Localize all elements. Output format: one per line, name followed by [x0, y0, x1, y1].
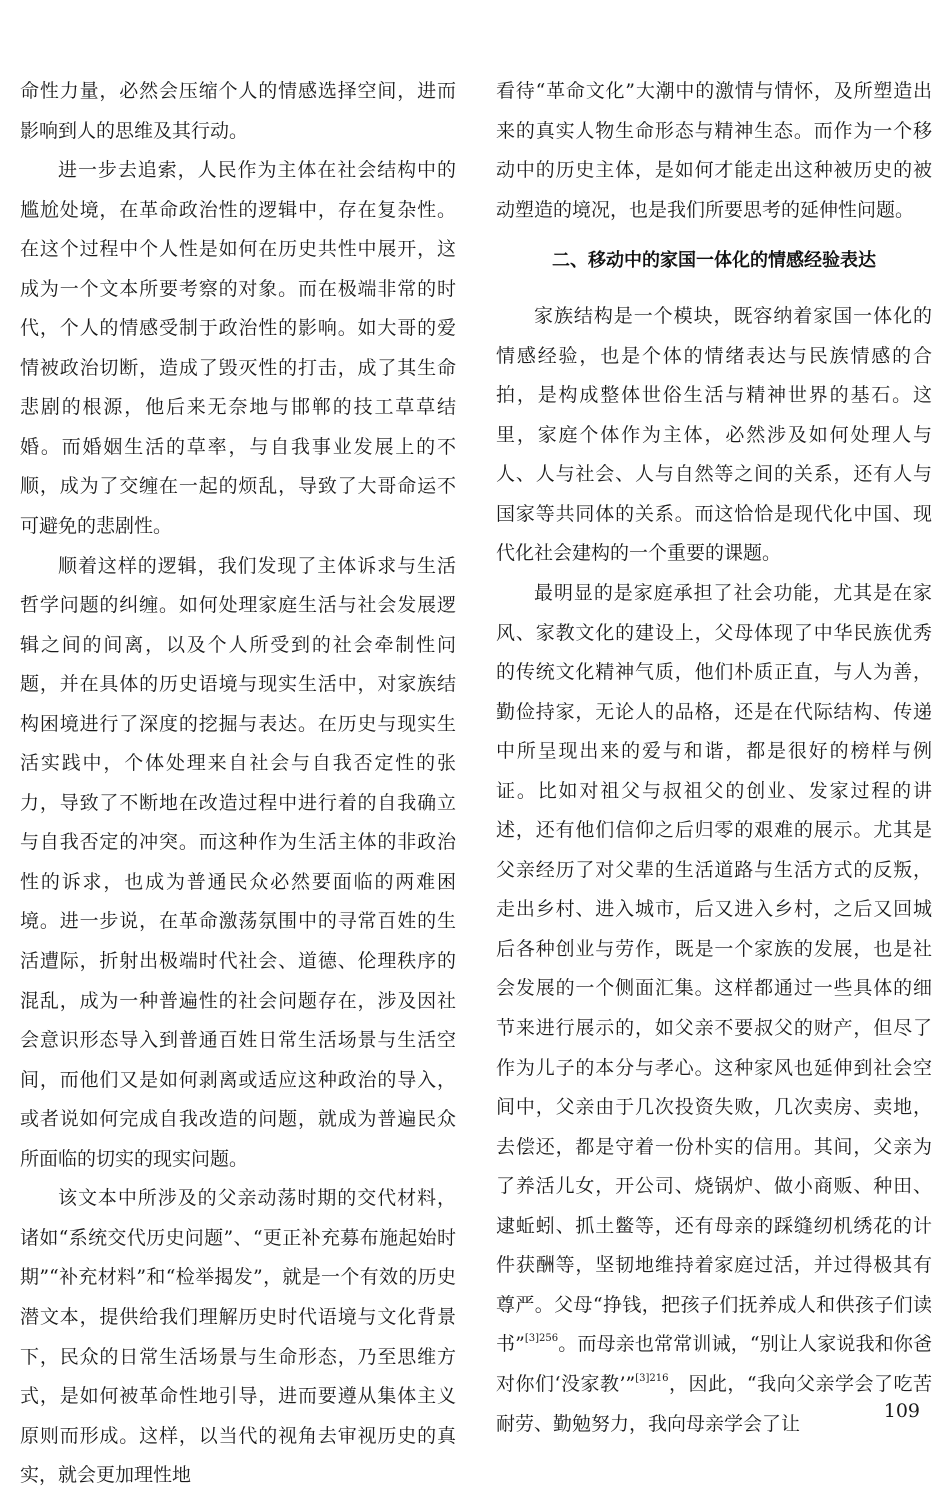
page-number: 109: [883, 1400, 920, 1422]
paragraph-text: 。而母亲也常常训诫，“别让人家说我和你爸对你们‘没家教’”: [496, 1333, 932, 1395]
paragraph: 家族结构是一个模块，既容纳着家国一体化的情感经验，也是个体的情绪表达与民族情感的合拍，是构成整体世俗生活与精神世界的基石。这里，家庭个体作为主体，必然涉及如何处理人与人、人与社会、人与自然等之间的关系，还有人与国家等共同体的关系。而这恰恰是现代化中国、现代化社会建构的一个重要的课题。: [496, 305, 932, 565]
citation: [3]256: [524, 1333, 559, 1345]
paragraph: 顺着这样的逻辑，我们发现了主体诉求与生活哲学问题的纠缠。如何处理家庭生活与社会发展逻辑之间的间离，以及个人所受到的社会牵制性问题，并在具体的历史语境与现实生活中，对家族结构困境进行了深度的挖掘与表达。在历史与现实生活实践中，个体处理来自社会与自我否定性的张力，导致了不断地在改造过程中进行着的自我确立与自我否定的冲突。而这种作为生活主体的非政治性的诉求，也成为普通民众必然要面临的两难困境。进一步说，在革命激荡氛围中的寻常百姓的生活遭际，折射出极端时代社会、道德、伦理秩序的混乱，成为一种普遍性的社会问题存在，涉及因社会意识形态导入到普通百姓日常生活场景与生活空间，而他们又是如何剥离或适应这种政治的导入，或者说如何完成自我改造的问题，就成为普遍民众所面临的切实的现实问题。: [20, 554, 456, 1170]
paragraph-text: 最明显的是家庭承担了社会功能，尤其是在家风、家教文化的建设上，父母体现了中华民族优秀的传统文化精神气质，他们朴质正直，与人为善，勤俭持家，无论人的品格，还是在代际结构、传递中所呈现出来的爱与和谐，都是很好的榜样与例证。比如对祖父与叔祖父的创业、发家过程的讲述，还有他们信仰之后归零的艰难的展示。尤其是父亲经历了对父辈的生活道路与生活方式的反叛，走出乡村、进入城市，后又进入乡村，之后又回城后各种创业与劳作，既是一个家族的发展，也是社会发展的一个侧面汇集。这样都通过一些具体的细节来进行展示的，如父亲不要叔父的财产，但尽了作为儿子的本分与孝心。这种家风也延伸到社会空间中，父亲由于几次投资失败，几次卖房、卖地，去偿还，都是守着一份朴实的信用。其间，父亲为了养活儿女，开公司、烧锅炉、做小商贩、种田、逮蚯蚓、抓土鳖等，还有母亲的踩缝纫机绣花的计件获酬等，坚韧地维持着家庭过活，并过得极其有尊严。父母“挣钱，把孩子们抚养成人和供孩子们读书”: [496, 582, 932, 1356]
paragraph-text: ，因此，“我向父亲学会了吃苦耐劳、勤勉努力，我向母亲学会了让: [496, 1372, 932, 1435]
left-column: [20, 72, 456, 1496]
paragraph: [496, 574, 932, 1444]
paragraph: 进一步去追索，人民作为主体在社会结构中的尴尬处境，在革命政治性的逻辑中，存在复杂性。在这个过程中个人性是如何在历史共性中展开，这成为一个文本所要考察的对象。而在极端非常的时代，个人的情感受制于政治性的影响。如大哥的爱情被政治切断，造成了毁灭性的打击，成了其生命悲剧的根源，他后来无奈地与邯郸的技工草草结婚。而婚姻生活的草率，与自我事业发展上的不顺，成为了交缠在一起的烦乱，导致了大哥命运不可避免的悲剧性。: [20, 159, 456, 538]
right-column: [496, 72, 932, 1444]
section-heading: 二、移动中的家国一体化的情感经验表达: [552, 250, 876, 272]
citation: [3]216: [635, 1372, 669, 1384]
paragraph: 该文本中所涉及的父亲动荡时期的交代材料，诸如“系统交代历史问题”、“更正补充募布施起始时期”“补充材料”和“检举揭发”，就是一个有效的历史潜文本，提供给我们理解历史时代语境与文化背景下，民众的日常生活场景与生命形态，乃至思维方式，是如何被革命性地引导，进而要遵从集体主义原则而形成。这样，以当代的视角去审视历史的真实，就会更加理性地: [20, 1187, 456, 1487]
paragraph: 看待“革命文化”大潮中的激情与情怀，及所塑造出来的真实人物生命形态与精神生态。而作为一个移动中的历史主体，是如何才能走出这种被历史的被动塑造的境况，也是我们所要思考的延伸性问题。: [496, 80, 932, 221]
paragraph: 命性力量，必然会压缩个人的情感选择空间，进而影响到人的思维及其行动。: [20, 80, 456, 142]
